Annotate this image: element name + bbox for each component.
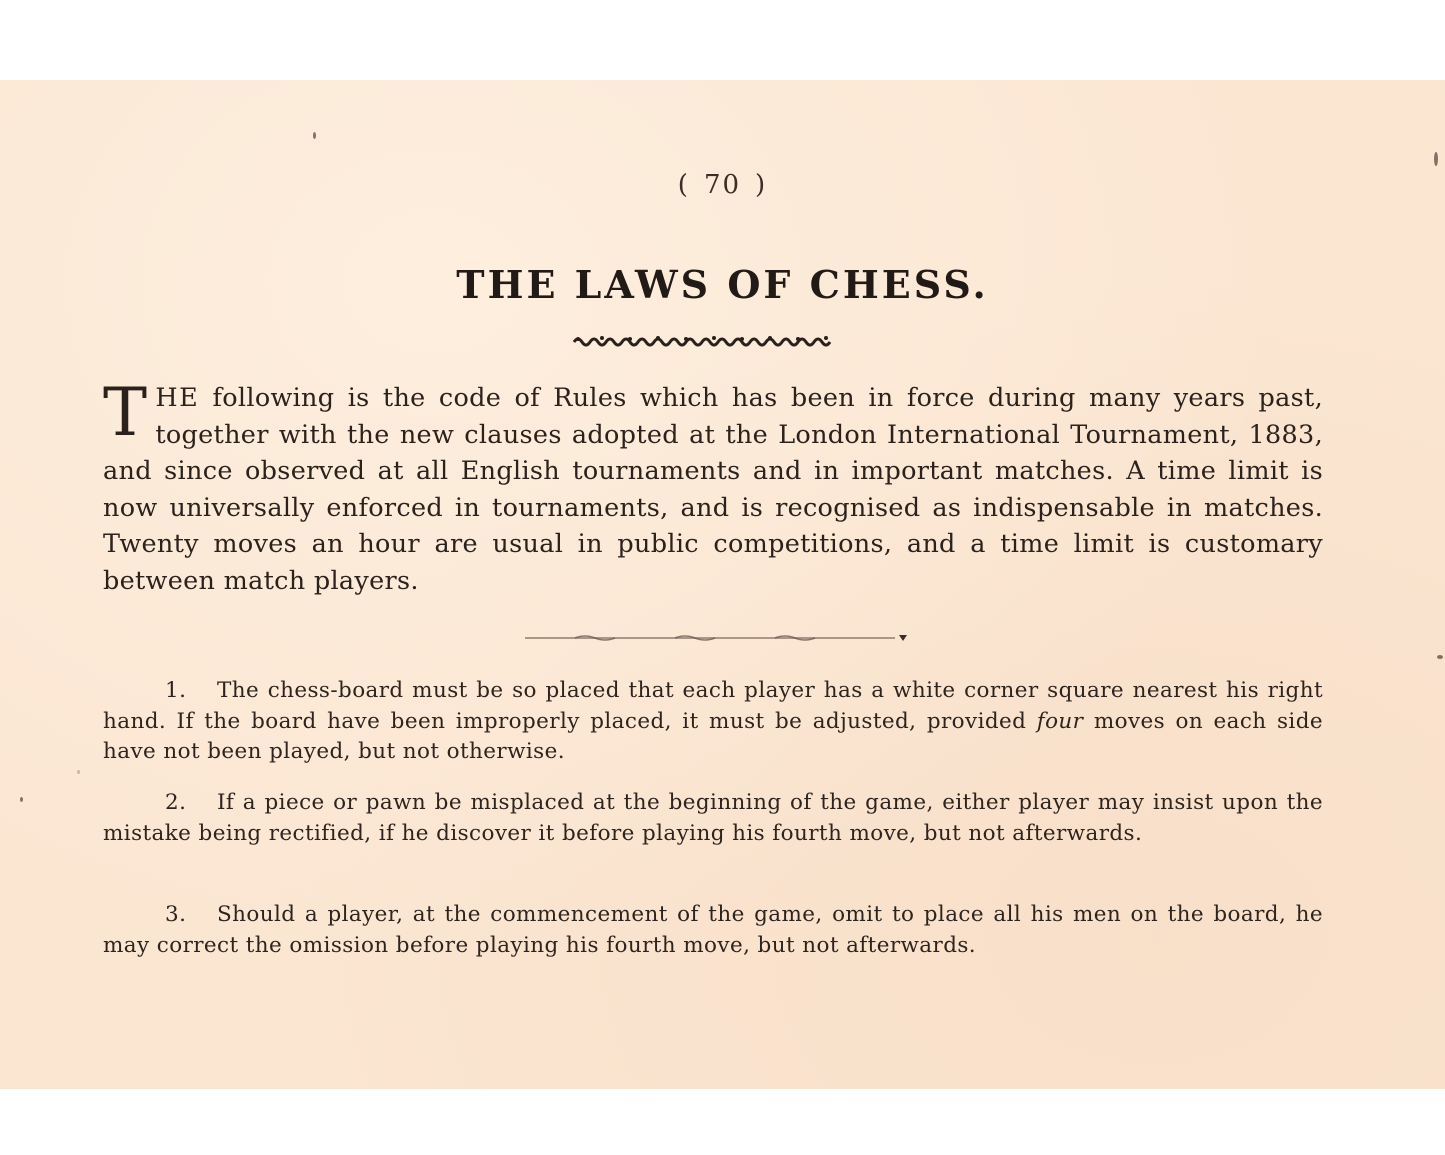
rule-3: [103, 900, 1323, 961]
scan-speck: [77, 770, 80, 774]
open-paren: (: [677, 170, 690, 200]
ornamental-rule-icon: [515, 633, 910, 643]
book-page: [0, 80, 1445, 1089]
scan-speck: [313, 132, 316, 139]
intro-text: following is the code of Rules which has been in force during many years past, together with the new clauses adopted at the London International Tournament, 1883, and since observed at all English tournaments and in important matches. A time limit is now universally enforced in tournaments, and is recognised as indispensable in matches. Twenty moves an hour are usual in public competitions, and a time limit is customary between match players.: [103, 383, 1323, 596]
ornament-divider-icon: [572, 334, 838, 348]
close-paren: ): [755, 170, 768, 200]
rule-number: 1.: [165, 678, 187, 703]
scan-speck: [1434, 152, 1438, 166]
drop-cap: T: [103, 374, 148, 451]
rule-italic-text: four: [1036, 708, 1084, 734]
scan-speck: [20, 797, 23, 802]
rule-number: 2.: [165, 790, 187, 815]
rule-1: [103, 676, 1323, 768]
rule-2: [103, 788, 1323, 849]
scan-speck: [1437, 655, 1443, 659]
rule-text-end: moves on each side have not been played, but not otherwise.: [103, 708, 1323, 764]
page-title: THE LAWS OF CHESS.: [456, 262, 989, 307]
rule-text: The chess-board must be so placed that each player has a white corner square nearest his right hand. If the board have been improperly placed, it must be adjusted, provided: [103, 678, 1323, 734]
rule-text: Should a player, at the commencement of the game, omit to place all his men on the board, he may correct the omission before playing his fourth move, but not afterwards.: [103, 902, 1323, 958]
page-number-value: 70: [703, 170, 742, 200]
page-number: [0, 170, 1445, 200]
intro-first-word: HE: [155, 383, 200, 413]
rule-number: 3.: [165, 902, 187, 927]
intro-paragraph: [103, 374, 1323, 599]
rule-text: If a piece or pawn be misplaced at the beginning of the game, either player may insist upon the mistake being rectified, if he discover it before playing his fourth move, but not afterwards.: [103, 790, 1323, 846]
